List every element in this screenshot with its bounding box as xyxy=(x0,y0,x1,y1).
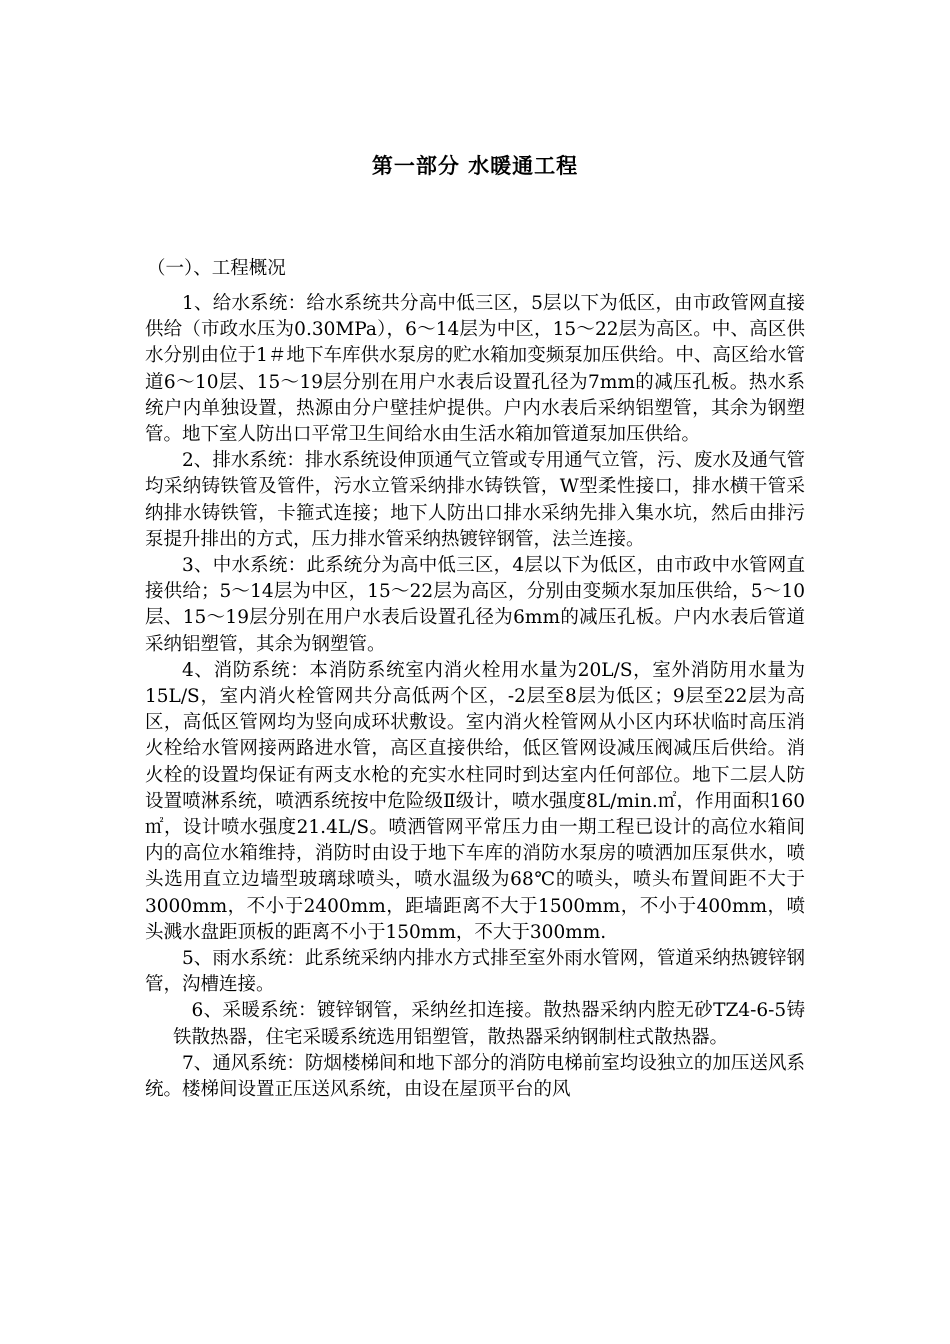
paragraph-rainwater: 5、雨水系统：此系统采纳内排水方式排至室外雨水管网，管道采纳热镀锌钢管，沟槽连接。 xyxy=(145,948,805,996)
paragraph-water-supply: 1、给水系统：给水系统共分高中低三区，5层以下为低区，由市政管网直接供给（市政水压为0.30MPa），6～14层为中区，15～22层为高区。中、高区供水分别由位于1＃地下车库供水泵房的贮水箱加变频泵加压供给。中、高区给水管道6～10层、15～19层分别在用户水表后设置孔径为7mm的减压孔板。热水系统户内单独设置，热源由分户壁挂炉提供。户内水表后采纳铝塑管，其余为钢塑管。地下室人防出口平常卫生间给水由生活水箱加管道泵加压供给。 xyxy=(145,293,805,446)
paragraph-reclaimed-water: 3、中水系统：此系统分为高中低三区，4层以下为低区，由市政中水管网直接供给；5～14层为中区，15～22层为高区，分别由变频水泵加压供给，5～10层、15～19层分别在用户水表后设置孔径为6mm的减压孔板。户内水表后管道采纳铝塑管，其余为钢塑管。 xyxy=(145,555,805,655)
section-heading: （一）、工程概况 xyxy=(147,258,286,279)
page-title: 第一部分 水暖通工程 xyxy=(371,153,579,178)
paragraph-ventilation: 7、通风系统：防烟楼梯间和地下部分的消防电梯前室均设独立的加压送风系统。楼梯间设置正压送风系统，由设在屋顶平台的风 xyxy=(145,1052,805,1101)
document-body xyxy=(145,291,805,1103)
paragraph-drainage: 2、排水系统：排水系统设伸顶通气立管或专用通气立管，污、废水及通气管均采纳铸铁管及管件，污水立管采纳排水铸铁管，W型柔性接口，排水横干管采纳排水铸铁管，卡箍式连接；地下人防出口排水采纳先排入集水坑，然后由排污泵提升排出的方式，压力排水管采纳热镀锌钢管，法兰连接。 xyxy=(145,450,805,550)
paragraph-fire-protection: 4、消防系统：本消防系统室内消火栓用水量为20L/S，室外消防用水量为15L/S，室内消火栓管网共分高低两个区，-2层至8层为低区；9层至22层为高区，高低区管网均为竖向成环状敷设。室内消火栓管网从小区内环状临时高压消火栓给水管网接两路进水管，高区直接供给，低区管网设减压阀减压后供给。消火栓的设置均保证有两支水枪的充实水柱同时到达室内任何部位。地下二层人防设置喷淋系统，喷洒系统按中危险级Ⅱ级计，喷水强度8L/min.㎡，作用面积160㎡，设计喷水强度21.4L/S。喷洒管网平常压力由一期工程已设计的高位水箱间内的高位水箱维持，消防时由设于地下车库的消防水泵房的喷洒加压泵供水，喷头选用直立边墙型玻璃球喷头，喷水温级为68℃的喷头，喷头布置间距不大于3000mm，不小于2400mm，距墙距离不大于1500mm，不小于400mm，喷头溅水盘距顶板的距离不小于150mm，不大于300mm. xyxy=(145,659,805,943)
paragraph-heating: 6、采暖系统：镀锌钢管，采纳丝扣连接。散热器采纳内腔无砂TZ4-6-5铸铁散热器，住宅采暖系统选用铝塑管，散热器采纳钢制柱式散热器。 xyxy=(173,1000,805,1048)
